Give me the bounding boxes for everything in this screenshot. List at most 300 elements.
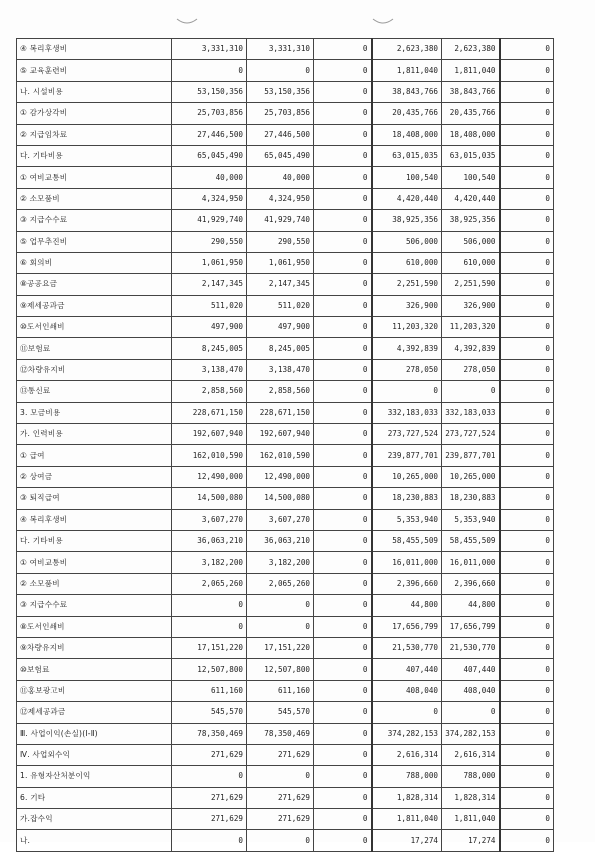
- row-value: 0: [247, 766, 314, 787]
- table-row: [17, 659, 554, 680]
- row-label: ⑥ 회의비: [17, 252, 172, 273]
- row-value: 506,000: [372, 231, 442, 252]
- table-row: [17, 124, 554, 145]
- row-label: ② 소모품비: [17, 188, 172, 209]
- row-value: 511,020: [247, 295, 314, 316]
- row-label: ③ 지급수수료: [17, 595, 172, 616]
- row-label: ⑤ 업무추진비: [17, 231, 172, 252]
- row-label: 다. 기타비용: [17, 145, 172, 166]
- row-value: 2,858,560: [172, 381, 247, 402]
- row-value: 511,020: [172, 295, 247, 316]
- row-value: 38,925,356: [372, 210, 442, 231]
- row-label: Ⅳ. 사업외수익: [17, 744, 172, 765]
- table-row: [17, 359, 554, 380]
- row-value: 0: [172, 595, 247, 616]
- row-value: 1,061,950: [172, 252, 247, 273]
- row-value: 44,800: [442, 595, 500, 616]
- row-value: 0: [500, 744, 554, 765]
- table-row: [17, 231, 554, 252]
- row-value: 0: [372, 702, 442, 723]
- row-value: 0: [314, 210, 372, 231]
- table-row: [17, 552, 554, 573]
- row-value: 0: [500, 787, 554, 808]
- row-label: ④ 복리후생비: [17, 39, 172, 60]
- row-value: 0: [247, 616, 314, 637]
- row-value: 18,408,000: [442, 124, 500, 145]
- row-value: 0: [500, 402, 554, 423]
- row-value: 3,138,470: [247, 359, 314, 380]
- table-row: [17, 145, 554, 166]
- table-row: [17, 509, 554, 530]
- row-value: 0: [500, 573, 554, 594]
- row-value: 0: [314, 402, 372, 423]
- row-value: 11,203,320: [372, 317, 442, 338]
- table-row: [17, 252, 554, 273]
- row-value: 100,540: [372, 167, 442, 188]
- row-value: 0: [314, 445, 372, 466]
- row-value: 610,000: [372, 252, 442, 273]
- row-value: 21,530,770: [372, 637, 442, 658]
- table-row: [17, 530, 554, 551]
- row-value: 0: [500, 317, 554, 338]
- row-value: 36,063,210: [172, 530, 247, 551]
- row-value: 17,274: [372, 830, 442, 851]
- row-value: 610,000: [442, 252, 500, 273]
- row-value: 192,607,940: [247, 424, 314, 445]
- row-value: 278,050: [442, 359, 500, 380]
- table-row: [17, 274, 554, 295]
- row-value: 0: [500, 60, 554, 81]
- row-value: 506,000: [442, 231, 500, 252]
- row-value: 4,392,839: [442, 338, 500, 359]
- row-value: 239,877,701: [442, 445, 500, 466]
- row-value: 0: [500, 466, 554, 487]
- row-value: 58,455,509: [442, 530, 500, 551]
- row-value: 8,245,005: [247, 338, 314, 359]
- table-row: [17, 210, 554, 231]
- row-label: ⑫제세공과금: [17, 702, 172, 723]
- row-value: 17,656,799: [372, 616, 442, 637]
- row-value: 0: [314, 702, 372, 723]
- row-value: 407,440: [372, 659, 442, 680]
- row-value: 332,183,033: [372, 402, 442, 423]
- row-value: 0: [314, 338, 372, 359]
- row-value: 78,350,469: [247, 723, 314, 744]
- row-value: 20,435,766: [372, 103, 442, 124]
- row-value: 0: [314, 787, 372, 808]
- row-value: 0: [500, 274, 554, 295]
- row-value: 38,925,356: [442, 210, 500, 231]
- row-value: 2,616,314: [442, 744, 500, 765]
- row-value: 4,324,950: [172, 188, 247, 209]
- row-label: ② 소모품비: [17, 573, 172, 594]
- row-value: 0: [500, 552, 554, 573]
- row-value: 36,063,210: [247, 530, 314, 551]
- row-value: 0: [314, 231, 372, 252]
- row-value: 78,350,469: [172, 723, 247, 744]
- row-value: 788,000: [442, 766, 500, 787]
- row-value: 408,040: [372, 680, 442, 701]
- table-row: [17, 39, 554, 60]
- row-label: ⑨제세공과금: [17, 295, 172, 316]
- row-value: 0: [500, 766, 554, 787]
- row-value: 0: [500, 39, 554, 60]
- row-value: 0: [314, 616, 372, 637]
- row-label: ① 여비교통비: [17, 167, 172, 188]
- table-row: [17, 81, 554, 102]
- row-value: 44,800: [372, 595, 442, 616]
- table-row: [17, 188, 554, 209]
- row-value: 16,011,000: [442, 552, 500, 573]
- row-value: 545,570: [247, 702, 314, 723]
- row-value: 41,929,740: [247, 210, 314, 231]
- row-label: ④ 복리후생비: [17, 509, 172, 530]
- row-value: 14,500,080: [247, 488, 314, 509]
- row-value: 0: [314, 830, 372, 851]
- row-label: 3. 모금비용: [17, 402, 172, 423]
- row-value: 5,353,940: [442, 509, 500, 530]
- row-value: 8,245,005: [172, 338, 247, 359]
- row-value: 2,396,660: [442, 573, 500, 594]
- row-value: 2,065,260: [247, 573, 314, 594]
- row-value: 17,274: [442, 830, 500, 851]
- row-value: 0: [500, 830, 554, 851]
- row-value: 10,265,000: [442, 466, 500, 487]
- row-value: 0: [314, 317, 372, 338]
- row-value: 0: [314, 766, 372, 787]
- table-row: [17, 723, 554, 744]
- table-row: [17, 295, 554, 316]
- row-value: 12,507,800: [247, 659, 314, 680]
- table-row: [17, 680, 554, 701]
- row-value: 0: [314, 552, 372, 573]
- row-value: 271,629: [247, 744, 314, 765]
- row-value: 25,703,856: [247, 103, 314, 124]
- table-row: [17, 445, 554, 466]
- row-value: 0: [500, 381, 554, 402]
- row-value: 0: [500, 359, 554, 380]
- row-value: 16,011,000: [372, 552, 442, 573]
- row-value: 0: [314, 680, 372, 701]
- row-value: 0: [500, 702, 554, 723]
- row-value: 228,671,150: [172, 402, 247, 423]
- row-value: 273,727,524: [372, 424, 442, 445]
- row-value: 0: [500, 252, 554, 273]
- row-value: 1,811,040: [372, 809, 442, 830]
- row-value: 53,150,356: [247, 81, 314, 102]
- row-value: 788,000: [372, 766, 442, 787]
- row-value: 27,446,500: [247, 124, 314, 145]
- row-value: 0: [500, 167, 554, 188]
- row-value: 611,160: [172, 680, 247, 701]
- row-value: 3,331,310: [247, 39, 314, 60]
- row-value: 18,230,883: [442, 488, 500, 509]
- row-value: 0: [500, 680, 554, 701]
- table-row: [17, 787, 554, 808]
- row-value: 0: [172, 60, 247, 81]
- row-value: 10,265,000: [372, 466, 442, 487]
- row-value: 326,900: [442, 295, 500, 316]
- row-value: 0: [314, 188, 372, 209]
- row-value: 0: [314, 530, 372, 551]
- row-value: 0: [314, 659, 372, 680]
- row-value: 0: [172, 830, 247, 851]
- row-label: 다. 기타비용: [17, 530, 172, 551]
- row-value: 1,828,314: [372, 787, 442, 808]
- row-value: 0: [314, 809, 372, 830]
- row-value: 2,251,590: [442, 274, 500, 295]
- row-value: 0: [500, 145, 554, 166]
- row-value: 17,151,220: [172, 637, 247, 658]
- row-value: 497,900: [172, 317, 247, 338]
- table-row: [17, 402, 554, 423]
- row-label: ⑪홍보광고비: [17, 680, 172, 701]
- row-value: 271,629: [172, 809, 247, 830]
- row-value: 12,490,000: [247, 466, 314, 487]
- row-value: 18,408,000: [372, 124, 442, 145]
- punch-mark-icon: [372, 18, 394, 26]
- row-value: 0: [314, 295, 372, 316]
- table-row: [17, 830, 554, 851]
- row-label: 6. 기타: [17, 787, 172, 808]
- row-value: 25,703,856: [172, 103, 247, 124]
- row-value: 0: [314, 103, 372, 124]
- row-value: 1,828,314: [442, 787, 500, 808]
- row-value: 0: [314, 424, 372, 445]
- row-value: 228,671,150: [247, 402, 314, 423]
- row-value: 0: [314, 723, 372, 744]
- table-row: [17, 573, 554, 594]
- row-value: 545,570: [172, 702, 247, 723]
- table-row: [17, 809, 554, 830]
- row-value: 0: [500, 81, 554, 102]
- row-value: 271,629: [172, 787, 247, 808]
- row-value: 2,858,560: [247, 381, 314, 402]
- row-label: ⑫차량유지비: [17, 359, 172, 380]
- row-label: ① 급여: [17, 445, 172, 466]
- table-row: [17, 317, 554, 338]
- row-value: 0: [314, 637, 372, 658]
- row-value: 3,607,270: [172, 509, 247, 530]
- row-value: 0: [500, 723, 554, 744]
- row-value: 0: [500, 509, 554, 530]
- row-value: 192,607,940: [172, 424, 247, 445]
- row-label: 나.: [17, 830, 172, 851]
- row-value: 3,138,470: [172, 359, 247, 380]
- row-value: 0: [314, 274, 372, 295]
- row-value: 12,507,800: [172, 659, 247, 680]
- row-label: ② 지급임차료: [17, 124, 172, 145]
- row-value: 0: [314, 359, 372, 380]
- row-value: 0: [314, 39, 372, 60]
- row-value: 0: [314, 124, 372, 145]
- row-value: 162,010,590: [172, 445, 247, 466]
- row-label: 1. 유형자산처분이익: [17, 766, 172, 787]
- row-value: 38,843,766: [442, 81, 500, 102]
- row-value: 497,900: [247, 317, 314, 338]
- row-label: ⑪보험료: [17, 338, 172, 359]
- row-value: 53,150,356: [172, 81, 247, 102]
- table-row: [17, 744, 554, 765]
- row-value: 41,929,740: [172, 210, 247, 231]
- row-value: 374,282,153: [442, 723, 500, 744]
- row-value: 332,183,033: [442, 402, 500, 423]
- row-label: 나. 시설비용: [17, 81, 172, 102]
- row-value: 1,061,950: [247, 252, 314, 273]
- row-value: 1,811,040: [442, 809, 500, 830]
- row-value: 5,353,940: [372, 509, 442, 530]
- row-value: 3,607,270: [247, 509, 314, 530]
- row-value: 0: [500, 488, 554, 509]
- row-value: 40,000: [247, 167, 314, 188]
- table-body: [17, 39, 554, 852]
- row-value: 0: [372, 381, 442, 402]
- row-value: 14,500,080: [172, 488, 247, 509]
- row-value: 0: [500, 124, 554, 145]
- row-value: 0: [314, 744, 372, 765]
- row-value: 2,147,345: [247, 274, 314, 295]
- row-value: 162,010,590: [247, 445, 314, 466]
- row-label: 가.잡수익: [17, 809, 172, 830]
- row-value: 0: [314, 595, 372, 616]
- row-value: 27,446,500: [172, 124, 247, 145]
- row-value: 0: [314, 488, 372, 509]
- row-label: ① 여비교통비: [17, 552, 172, 573]
- row-label: ① 감가상각비: [17, 103, 172, 124]
- table-row: [17, 702, 554, 723]
- row-value: 0: [314, 509, 372, 530]
- row-value: 2,147,345: [172, 274, 247, 295]
- table-row: [17, 338, 554, 359]
- row-value: 4,420,440: [372, 188, 442, 209]
- row-value: 290,550: [247, 231, 314, 252]
- table-row: [17, 766, 554, 787]
- row-value: 0: [500, 595, 554, 616]
- row-value: 0: [247, 60, 314, 81]
- row-value: 273,727,524: [442, 424, 500, 445]
- table-row: [17, 466, 554, 487]
- row-value: 11,203,320: [442, 317, 500, 338]
- row-value: 374,282,153: [372, 723, 442, 744]
- table-row: [17, 60, 554, 81]
- row-value: 0: [500, 616, 554, 637]
- row-label: ② 상여금: [17, 466, 172, 487]
- row-value: 0: [314, 466, 372, 487]
- row-value: 0: [314, 167, 372, 188]
- row-value: 0: [314, 381, 372, 402]
- row-value: 0: [500, 424, 554, 445]
- row-value: 1,811,040: [372, 60, 442, 81]
- row-value: 0: [442, 702, 500, 723]
- row-label: ⑬통신료: [17, 381, 172, 402]
- row-value: 2,065,260: [172, 573, 247, 594]
- table-row: [17, 637, 554, 658]
- row-value: 0: [247, 830, 314, 851]
- row-value: 3,182,200: [172, 552, 247, 573]
- row-value: 17,151,220: [247, 637, 314, 658]
- row-value: 0: [314, 573, 372, 594]
- row-value: 0: [314, 252, 372, 273]
- row-value: 63,015,035: [442, 145, 500, 166]
- table-row: [17, 424, 554, 445]
- row-label: ⑩도서인쇄비: [17, 317, 172, 338]
- row-value: 2,251,590: [372, 274, 442, 295]
- table-row: [17, 616, 554, 637]
- row-value: 271,629: [172, 744, 247, 765]
- row-label: ③ 퇴직급여: [17, 488, 172, 509]
- row-value: 0: [314, 145, 372, 166]
- row-value: 0: [500, 809, 554, 830]
- row-label: ⑧공공요금: [17, 274, 172, 295]
- row-label: ⑨차량유지비: [17, 637, 172, 658]
- row-value: 2,616,314: [372, 744, 442, 765]
- row-value: 271,629: [247, 809, 314, 830]
- row-value: 18,230,883: [372, 488, 442, 509]
- row-value: 290,550: [172, 231, 247, 252]
- row-value: 239,877,701: [372, 445, 442, 466]
- row-value: 4,324,950: [247, 188, 314, 209]
- row-value: 278,050: [372, 359, 442, 380]
- row-value: 611,160: [247, 680, 314, 701]
- row-label: 가. 인력비용: [17, 424, 172, 445]
- row-value: 38,843,766: [372, 81, 442, 102]
- row-value: 21,530,770: [442, 637, 500, 658]
- row-value: 65,045,490: [172, 145, 247, 166]
- row-value: 2,396,660: [372, 573, 442, 594]
- row-value: 0: [500, 188, 554, 209]
- table-row: [17, 103, 554, 124]
- row-label: ⑩보험료: [17, 659, 172, 680]
- row-value: 0: [172, 766, 247, 787]
- row-value: 271,629: [247, 787, 314, 808]
- row-value: 1,811,040: [442, 60, 500, 81]
- row-label: ⑤ 교육훈련비: [17, 60, 172, 81]
- row-value: 65,045,490: [247, 145, 314, 166]
- row-value: 4,420,440: [442, 188, 500, 209]
- financial-statement-table: [16, 38, 554, 852]
- row-value: 2,623,380: [442, 39, 500, 60]
- row-value: 0: [172, 616, 247, 637]
- punch-mark-icon: [176, 18, 198, 26]
- row-value: 0: [500, 445, 554, 466]
- row-label: ⑧도서인쇄비: [17, 616, 172, 637]
- row-value: 0: [442, 381, 500, 402]
- table-row: [17, 167, 554, 188]
- row-value: 0: [500, 231, 554, 252]
- row-value: 0: [314, 60, 372, 81]
- table-row: [17, 381, 554, 402]
- row-value: 20,435,766: [442, 103, 500, 124]
- row-value: 0: [500, 338, 554, 359]
- row-value: 407,440: [442, 659, 500, 680]
- row-value: 2,623,380: [372, 39, 442, 60]
- row-value: 63,015,035: [372, 145, 442, 166]
- row-value: 0: [500, 210, 554, 231]
- table-row: [17, 488, 554, 509]
- row-value: 0: [500, 637, 554, 658]
- row-value: 0: [247, 595, 314, 616]
- row-value: 3,182,200: [247, 552, 314, 573]
- row-value: 58,455,509: [372, 530, 442, 551]
- row-value: 12,490,000: [172, 466, 247, 487]
- row-label: Ⅲ. 사업이익(손실)(Ⅰ-Ⅱ): [17, 723, 172, 744]
- row-value: 408,040: [442, 680, 500, 701]
- row-value: 0: [314, 81, 372, 102]
- row-value: 0: [500, 295, 554, 316]
- row-value: 0: [500, 103, 554, 124]
- row-value: 100,540: [442, 167, 500, 188]
- row-value: 40,000: [172, 167, 247, 188]
